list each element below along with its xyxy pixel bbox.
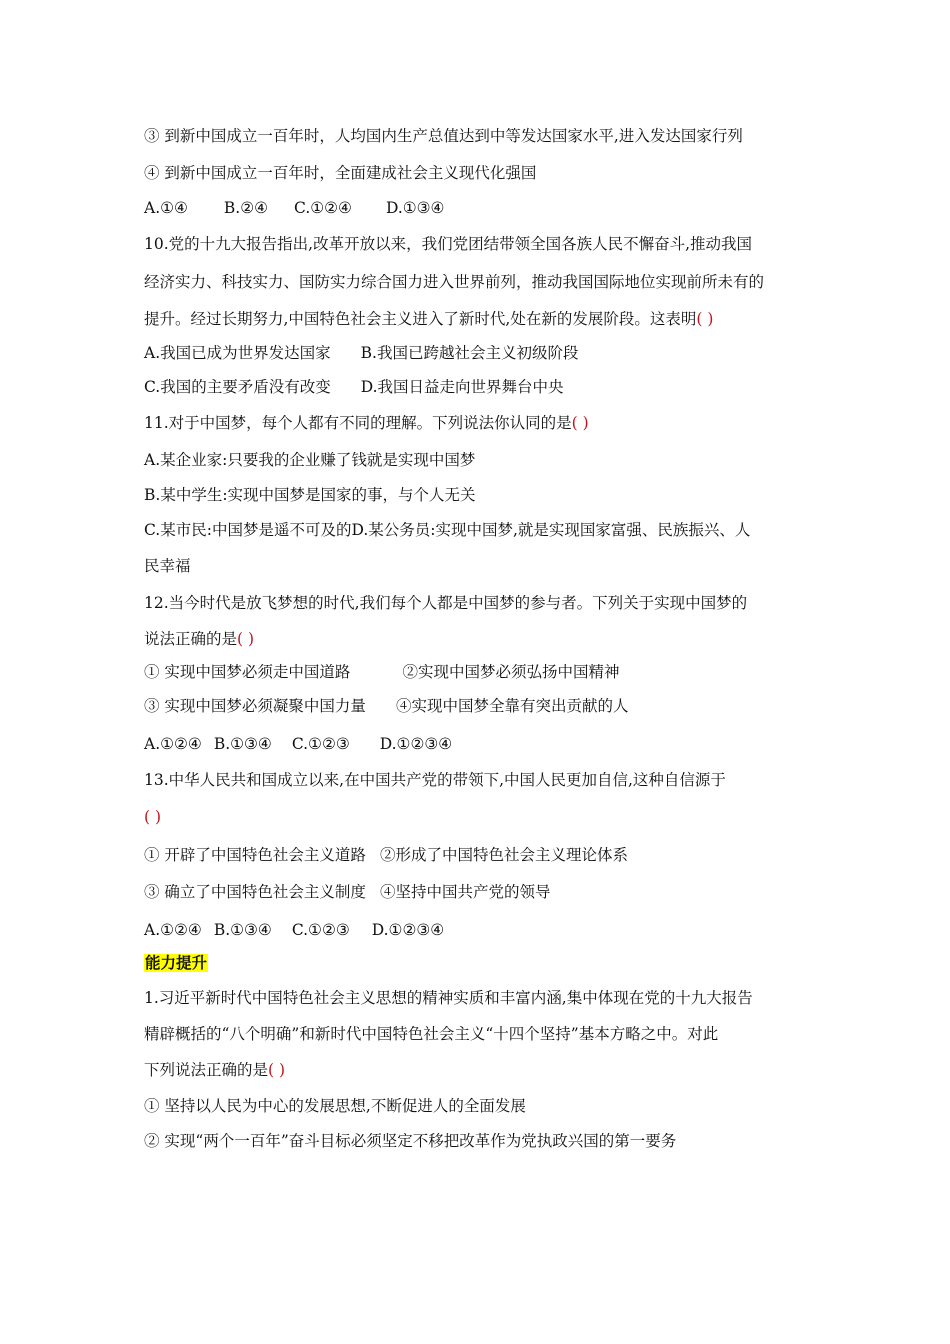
q12-choice-b: B.①③④ [213,735,272,753]
q9-choice-b: B.②④ [223,199,269,217]
p1-stem-line-2: 精辟概括的“八个明确”和新时代中国特色社会主义“十四个坚持”基本方略之中。对此 [144,1025,719,1043]
p1-stem-line-3 [144,1060,285,1080]
q9-option-3: ③ 到新中国成立一百年时，人均国内生产总值达到中等发达国家水平,进入发达国家行列 [144,127,743,145]
q9-choice-a: A.①④ [144,199,188,217]
p1-option-2: ② 实现“两个一百年”奋斗目标必须坚定不移把改革作为党执政兴国的第一要务 [144,1132,677,1150]
q12-answer-blank: ( ) [237,630,255,648]
q13-options-34 [144,882,550,902]
p1-stem-text: 下列说法正确的是 [144,1061,269,1079]
q11-choice-a: A.某企业家:只要我的企业赚了钱就是实现中国梦 [144,451,476,469]
q12-option-1: ① 实现中国梦必须走中国道路 [144,663,351,681]
q12-stem-text: 说法正确的是 [144,630,238,648]
q10-choice-b: B.我国已跨越社会主义初级阶段 [360,344,579,362]
q13-choice-d: D.①②③④ [371,921,445,939]
p1-answer-blank: ( ) [268,1061,286,1079]
q12-option-3: ③ 实现中国梦必须凝聚中国力量 [144,697,366,715]
q12-stem-line-2 [144,629,254,649]
p1-option-1: ① 坚持以人民为中心的发展思想,不断促进人的全面发展 [144,1097,526,1115]
q10-stem-line-1: 10.党的十九大报告指出,改革开放以来，我们党团结带领全国各族人民不懈奋斗,推动我国 [144,235,753,253]
q10-stem-line-3 [144,309,713,329]
q11-stem-text: 11.对于中国梦，每个人都有不同的理解。下列说法你认同的是 [144,414,572,432]
q9-choice-c: C.①②④ [294,199,352,217]
q10-choices-ab [144,343,578,363]
q11-choice-cd-line-1: C.某市民:中国梦是遥不可及的D.某公务员:实现中国梦,就是实现国家富强、民族振兴、人 [144,521,751,539]
q9-choice-d: D.①③④ [385,199,445,217]
q12-option-4: ④实现中国梦全靠有突出贡献的人 [395,697,629,715]
q13-choice-b: B.①③④ [213,921,272,939]
q10-choice-a: A.我国已成为世界发达国家 [144,344,331,362]
q13-option-4: ④坚持中国共产党的领导 [379,883,551,901]
section-heading [144,953,208,973]
q13-answer-blank: ( ) [144,808,162,826]
q13-choice-c: C.①②③ [291,921,350,939]
q9-choices [144,198,444,218]
q10-choice-c: C.我国的主要矛盾没有改变 [144,378,331,396]
q10-choice-d: D.我国日益走向世界舞台中央 [360,378,564,396]
q13-option-2: ②形成了中国特色社会主义理论体系 [379,846,628,864]
q12-options-12 [144,662,619,682]
q12-choices [144,734,452,754]
q13-choice-a: A.①②④ [144,921,202,939]
q11-answer-blank: ( ) [571,414,589,432]
q11-choice-cd-line-2: 民幸福 [144,557,191,575]
q12-stem-line-1: 12.当今时代是放飞梦想的时代,我们每个人都是中国梦的参与者。下列关于实现中国梦的 [144,594,748,612]
q10-answer-blank: ( ) [696,310,714,328]
q12-choice-a: A.①②④ [144,735,202,753]
q13-stem-line-1: 13.中华人民共和国成立以来,在中国共产党的带领下,中国人民更加自信,这种自信源于 [144,771,726,789]
q10-choices-cd [144,377,564,397]
q13-option-3: ③ 确立了中国特色社会主义制度 [144,883,366,901]
section-title: 能力提升 [145,954,208,972]
q13-option-1: ① 开辟了中国特色社会主义道路 [144,846,366,864]
q11-choice-b: B.某中学生:实现中国梦是国家的事，与个人无关 [144,486,476,504]
q12-option-2: ②实现中国梦必须弘扬中国精神 [402,663,620,681]
q9-option-4: ④ 到新中国成立一百年时，全面建成社会主义现代化强国 [144,164,537,182]
p1-stem-line-1: 1.习近平新时代中国特色社会主义思想的精神实质和丰富内涵,集中体现在党的十九大报告 [144,989,753,1007]
q12-choice-d: D.①②③④ [379,735,453,753]
q13-choices [144,920,444,940]
q10-stem-text: 提升。经过长期努力,中国特色社会主义进入了新时代,处在新的发展阶段。这表明 [144,310,697,328]
q10-stem-line-2: 经济实力、科技实力、国防实力综合国力进入世界前列，推动我国国际地位实现前所未有的 [144,273,765,291]
q13-options-12 [144,845,628,865]
q11-stem [144,413,589,433]
q12-choice-c: C.①②③ [291,735,350,753]
q12-options-34 [144,696,628,716]
